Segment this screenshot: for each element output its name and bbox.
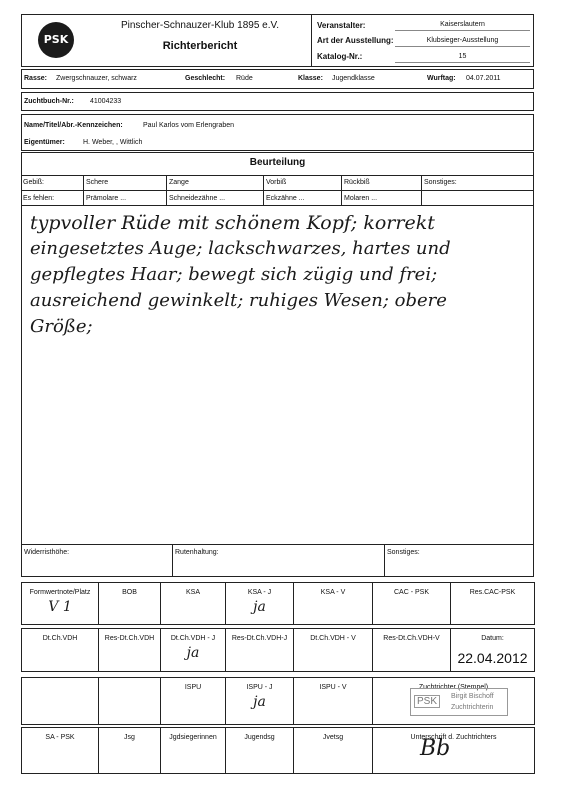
row2-cell-2 xyxy=(160,628,226,672)
catalog-label: Katalog-Nr.: xyxy=(317,52,363,61)
row3-header-4: ISPU - V xyxy=(319,684,347,691)
missing-canines: Eckzähne ... xyxy=(266,195,305,202)
whelped-value: 04.07.2011 xyxy=(466,75,501,82)
row3-cell-2 xyxy=(160,677,226,725)
row1-header-4: KSA - V xyxy=(320,589,346,596)
organizer-label: Veranstalter: xyxy=(317,21,366,30)
row4-cell-1 xyxy=(98,727,161,774)
row2-cell-5 xyxy=(372,628,451,672)
row3-header-3: ISPU - J xyxy=(246,684,273,691)
row1-cell-5 xyxy=(372,582,451,625)
sex-value: Rüde xyxy=(236,75,253,82)
row3-header-5: Zuchtrichter (Stempel) xyxy=(418,684,489,691)
show-type-value: Klubsieger-Ausstellung xyxy=(426,37,499,44)
row4-cell-2 xyxy=(160,727,226,774)
row3-cell-4 xyxy=(293,677,373,725)
row1-cell-6 xyxy=(450,582,535,625)
bite-label: Gebiß: xyxy=(23,179,45,186)
studbook-value: 41004233 xyxy=(90,98,122,105)
row2-header-3: Res-Dt.Ch.VDH-J xyxy=(231,635,288,642)
tail-label: Rutenhaltung: xyxy=(175,549,219,556)
handwritten-line-1: typvoller Rüde mit schönem Kopf; korrekt xyxy=(30,212,435,234)
row1-header-2: KSA xyxy=(185,589,200,596)
row1-header-5: CAC - PSK xyxy=(393,589,429,596)
row2-cell-4 xyxy=(293,628,373,672)
show-type-label: Art der Ausstellung: xyxy=(317,36,394,45)
handwritten-line-4: ausreichend gewinkelt; ruhiges Wesen; obere xyxy=(30,290,447,311)
missing-incisors: Schneidezähne ... xyxy=(169,195,226,202)
row3-value-3: ja xyxy=(253,694,266,710)
club-logo xyxy=(38,22,74,58)
bite-scissor: Schere xyxy=(86,179,109,186)
row4-cell-0 xyxy=(21,727,99,774)
row1-cell-4 xyxy=(293,582,373,625)
row2-header-1: Res-Dt.Ch.VDH xyxy=(104,635,155,642)
handwritten-line-3: gepflegtes Haar; bewegt sich zügig und frei; xyxy=(30,264,438,285)
row3-cell-3 xyxy=(225,677,294,725)
club-logo-text: PSK xyxy=(43,33,69,46)
row2-header-4: Dt.Ch.VDH - V xyxy=(310,635,356,642)
row1-value-3: ja xyxy=(253,599,266,615)
row2-header-6: Datum: xyxy=(481,635,504,642)
catalog-value: 15 xyxy=(458,53,467,60)
handwritten-line-5: Größe; xyxy=(30,316,93,337)
misc-label: Sonstiges: xyxy=(387,549,420,556)
row1-header-0: Formwertnote/Platz xyxy=(29,589,91,596)
whelped-label: Wurftag: xyxy=(427,75,456,82)
row1-cell-3 xyxy=(225,582,294,625)
row2-header-5: Res-Dt.Ch.VDH-V xyxy=(383,635,440,642)
row2-cell-6 xyxy=(450,628,535,672)
row4-header-3: Jugendsg xyxy=(244,734,275,741)
assessment-title: Beurteilung xyxy=(249,157,306,168)
row3-cell-1 xyxy=(98,677,161,725)
judge-stamp xyxy=(410,688,508,716)
bite-pincer: Zange xyxy=(169,179,189,186)
breed-label: Rasse: xyxy=(24,75,47,82)
row1-header-1: BOB xyxy=(122,589,137,596)
name-label: Name/Titel/Abr.-Kennzeichen: xyxy=(24,122,123,129)
row2-header-0: Dt.Ch.VDH xyxy=(42,635,78,642)
missing-premolars: Prämolare ... xyxy=(86,195,127,202)
page-title: Richterbericht xyxy=(162,40,238,52)
row4-header-1: Jsg xyxy=(124,734,135,741)
row1-value-0: V 1 xyxy=(48,599,72,615)
sex-label: Geschlecht: xyxy=(185,75,226,82)
club-name: Pinscher-Schnauzer-Klub 1895 e.V. xyxy=(120,20,280,31)
row4-cell-5 xyxy=(372,727,535,774)
row1-cell-0 xyxy=(21,582,99,625)
judge-signature: Bb xyxy=(420,736,451,761)
stamp-role: Zuchtrichterin xyxy=(451,704,494,711)
name-value: Paul Karlos vom Erlengraben xyxy=(143,122,235,129)
bite-undershot: Rückbiß xyxy=(344,179,370,186)
owner-value: H. Weber, , Wittlich xyxy=(83,139,143,146)
stamp-logo: PSK xyxy=(414,695,440,708)
breed-value: Zwergschnauzer, schwarz xyxy=(56,75,137,82)
row4-header-4: Jvetsg xyxy=(322,734,344,741)
class-label: Klasse: xyxy=(298,75,323,82)
row2-value-6: 22.04.2012 xyxy=(457,650,528,666)
bite-overshot: Vorbiß xyxy=(266,179,287,186)
missing-label: Es fehlen: xyxy=(23,195,55,202)
owner-label: Eigentümer: xyxy=(24,139,65,146)
row2-value-2: ja xyxy=(186,645,200,661)
withers-label: Widerristhöhe: xyxy=(24,549,70,556)
row4-cell-3 xyxy=(225,727,294,774)
stamp-name: Birgit Bischoff xyxy=(451,693,494,700)
row4-header-0: SA - PSK xyxy=(45,734,75,741)
row3-cell-0 xyxy=(21,677,99,725)
row1-header-3: KSA - J xyxy=(247,589,272,596)
row3-header-2: ISPU xyxy=(184,684,202,691)
row1-cell-2 xyxy=(160,582,226,625)
row2-cell-0 xyxy=(21,628,99,672)
row1-header-6: Res.CAC-PSK xyxy=(469,589,516,596)
class-value: Jugendklasse xyxy=(332,75,375,82)
row4-header-5: Unterschrift d. Zuchtrichters xyxy=(410,734,497,741)
row4-cell-4 xyxy=(293,727,373,774)
studbook-label: Zuchtbuch-Nr.: xyxy=(24,98,74,105)
row2-header-2: Dt.Ch.VDH - J xyxy=(170,635,216,642)
handwritten-line-2: eingesetztes Auge; lackschwarzes, hartes und xyxy=(30,238,451,259)
bite-other: Sonstiges: xyxy=(424,179,457,186)
missing-molars: Molaren ... xyxy=(344,195,378,202)
row2-cell-3 xyxy=(225,628,294,672)
row4-header-2: Jgdsiegerinnen xyxy=(169,734,217,741)
organizer-value: Kaiserslautern xyxy=(440,21,485,28)
row2-cell-1 xyxy=(98,628,161,672)
row1-cell-1 xyxy=(98,582,161,625)
